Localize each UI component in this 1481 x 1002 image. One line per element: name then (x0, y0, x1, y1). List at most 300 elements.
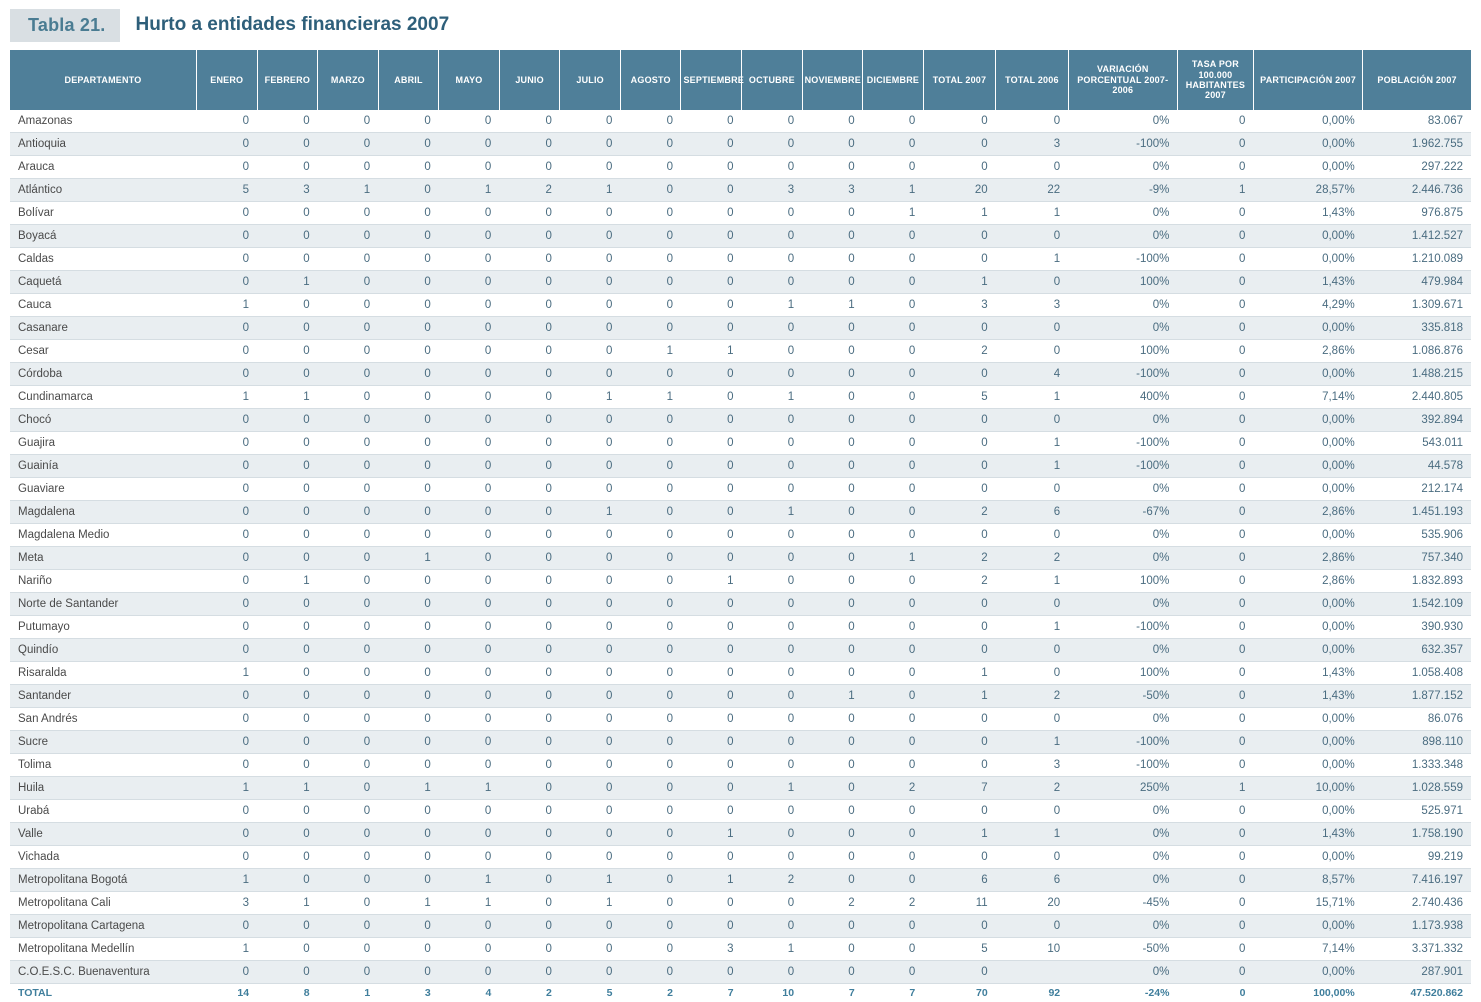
row-department: C.O.E.S.C. Buenaventura (10, 961, 196, 984)
row-cell-18: 479.984 (1363, 271, 1471, 294)
row-cell-17: 0,00% (1253, 478, 1362, 501)
table-row (10, 547, 1471, 570)
row-cell-2: 1 (257, 570, 318, 593)
row-cell-11: 0 (802, 363, 863, 386)
row-cell-10: 0 (742, 662, 803, 685)
row-cell-13: 1 (923, 271, 995, 294)
row-cell-11: 0 (802, 455, 863, 478)
row-cell-2: 0 (257, 340, 318, 363)
row-cell-15: 0% (1068, 524, 1177, 547)
row-cell-6: 0 (499, 754, 560, 777)
row-cell-16: 0 (1177, 846, 1253, 869)
row-cell-13: 0 (923, 616, 995, 639)
row-cell-8: 0 (620, 777, 681, 800)
total-cell-7: 5 (560, 984, 621, 1002)
row-cell-17: 4,29% (1253, 294, 1362, 317)
row-cell-8: 0 (620, 662, 681, 685)
table-row (10, 524, 1471, 547)
row-cell-2: 0 (257, 363, 318, 386)
row-cell-3: 0 (318, 317, 379, 340)
row-department: Arauca (10, 156, 196, 179)
row-cell-17: 0,00% (1253, 317, 1362, 340)
table-row (10, 685, 1471, 708)
row-cell-1: 0 (196, 133, 257, 156)
row-cell-12: 0 (863, 846, 924, 869)
row-cell-18: 2.446.736 (1363, 179, 1471, 202)
row-cell-17: 8,57% (1253, 869, 1362, 892)
row-cell-9: 0 (681, 478, 742, 501)
row-cell-18: 335.818 (1363, 317, 1471, 340)
row-cell-12: 2 (863, 892, 924, 915)
row-cell-12: 1 (863, 179, 924, 202)
row-cell-5: 0 (439, 478, 500, 501)
row-cell-8: 0 (620, 294, 681, 317)
row-cell-17: 0,00% (1253, 524, 1362, 547)
row-cell-12: 0 (863, 524, 924, 547)
row-cell-4: 0 (378, 455, 439, 478)
data-table (10, 50, 1471, 1002)
table-row (10, 892, 1471, 915)
row-cell-13: 0 (923, 409, 995, 432)
row-cell-7: 0 (560, 294, 621, 317)
row-cell-16: 0 (1177, 432, 1253, 455)
row-cell-9: 0 (681, 685, 742, 708)
total-label: TOTAL (10, 984, 196, 1002)
row-cell-15: -67% (1068, 501, 1177, 524)
row-cell-11: 0 (802, 570, 863, 593)
row-cell-6: 0 (499, 340, 560, 363)
table-row (10, 501, 1471, 524)
row-cell-18: 83.067 (1363, 110, 1471, 133)
row-cell-14: 1 (996, 202, 1068, 225)
row-cell-17: 0,00% (1253, 133, 1362, 156)
row-cell-16: 0 (1177, 938, 1253, 961)
row-cell-13: 0 (923, 225, 995, 248)
row-cell-16: 0 (1177, 386, 1253, 409)
row-cell-15: -100% (1068, 363, 1177, 386)
row-cell-12: 0 (863, 501, 924, 524)
row-department: Risaralda (10, 662, 196, 685)
row-cell-6: 0 (499, 846, 560, 869)
row-cell-12: 0 (863, 225, 924, 248)
row-cell-4: 0 (378, 869, 439, 892)
row-cell-9: 0 (681, 386, 742, 409)
row-cell-18: 543.011 (1363, 432, 1471, 455)
table-row (10, 340, 1471, 363)
page-title: Hurto a entidades financieras 2007 (120, 14, 450, 36)
row-cell-16: 0 (1177, 593, 1253, 616)
row-cell-3: 0 (318, 961, 379, 984)
row-cell-5: 0 (439, 363, 500, 386)
row-cell-11: 0 (802, 800, 863, 823)
row-cell-8: 0 (620, 455, 681, 478)
row-cell-5: 0 (439, 340, 500, 363)
row-cell-9: 0 (681, 271, 742, 294)
row-cell-4: 0 (378, 202, 439, 225)
row-cell-18: 757.340 (1363, 547, 1471, 570)
row-department: Guaviare (10, 478, 196, 501)
row-cell-7: 0 (560, 248, 621, 271)
row-cell-5: 0 (439, 639, 500, 662)
row-cell-17: 0,00% (1253, 616, 1362, 639)
row-cell-8: 0 (620, 524, 681, 547)
row-cell-2: 0 (257, 248, 318, 271)
row-cell-14: 1 (996, 731, 1068, 754)
row-cell-2: 0 (257, 662, 318, 685)
row-cell-18: 1.333.348 (1363, 754, 1471, 777)
row-cell-7: 1 (560, 501, 621, 524)
row-cell-10: 0 (742, 455, 803, 478)
row-department: Metropolitana Medellín (10, 938, 196, 961)
row-cell-4: 0 (378, 800, 439, 823)
row-cell-1: 0 (196, 524, 257, 547)
row-cell-9: 0 (681, 179, 742, 202)
total-cell-9: 7 (681, 984, 742, 1002)
row-cell-6: 0 (499, 869, 560, 892)
row-cell-13: 0 (923, 133, 995, 156)
row-cell-15: 0% (1068, 961, 1177, 984)
row-cell-17: 0,00% (1253, 639, 1362, 662)
row-cell-11: 0 (802, 248, 863, 271)
row-cell-13: 0 (923, 432, 995, 455)
row-cell-15: 100% (1068, 340, 1177, 363)
row-cell-7: 0 (560, 593, 621, 616)
row-cell-17: 10,00% (1253, 777, 1362, 800)
row-cell-7: 1 (560, 179, 621, 202)
row-cell-14: 22 (996, 179, 1068, 202)
row-cell-11: 0 (802, 110, 863, 133)
row-cell-15: 250% (1068, 777, 1177, 800)
row-cell-15: 0% (1068, 639, 1177, 662)
row-cell-1: 0 (196, 708, 257, 731)
row-cell-8: 0 (620, 501, 681, 524)
row-cell-15: 100% (1068, 271, 1177, 294)
row-cell-5: 0 (439, 846, 500, 869)
column-header-11: NOVIEMBRE (802, 50, 863, 110)
row-cell-6: 0 (499, 570, 560, 593)
row-cell-13: 0 (923, 156, 995, 179)
row-cell-17: 1,43% (1253, 202, 1362, 225)
row-cell-1: 0 (196, 961, 257, 984)
row-cell-13: 2 (923, 570, 995, 593)
row-cell-11: 0 (802, 432, 863, 455)
row-cell-6: 0 (499, 455, 560, 478)
row-cell-1: 0 (196, 340, 257, 363)
row-cell-10: 1 (742, 938, 803, 961)
row-cell-8: 0 (620, 156, 681, 179)
row-cell-12: 0 (863, 685, 924, 708)
row-cell-2: 0 (257, 800, 318, 823)
row-cell-4: 0 (378, 409, 439, 432)
table-footer (10, 984, 1471, 1002)
row-cell-7: 0 (560, 110, 621, 133)
row-cell-14: 1 (996, 616, 1068, 639)
row-cell-7: 0 (560, 616, 621, 639)
table-row (10, 363, 1471, 386)
row-department: Urabá (10, 800, 196, 823)
row-cell-2: 1 (257, 386, 318, 409)
row-cell-17: 1,43% (1253, 662, 1362, 685)
row-cell-16: 0 (1177, 248, 1253, 271)
row-cell-17: 2,86% (1253, 501, 1362, 524)
row-cell-10: 0 (742, 248, 803, 271)
row-cell-2: 0 (257, 593, 318, 616)
table-header (10, 50, 1471, 110)
row-cell-13: 0 (923, 317, 995, 340)
row-department: Córdoba (10, 363, 196, 386)
row-cell-12: 0 (863, 823, 924, 846)
total-row (10, 984, 1471, 1002)
row-cell-18: 1.210.089 (1363, 248, 1471, 271)
row-cell-12: 0 (863, 271, 924, 294)
row-cell-13: 0 (923, 110, 995, 133)
row-department: Guajira (10, 432, 196, 455)
row-cell-4: 0 (378, 133, 439, 156)
row-cell-18: 1.028.559 (1363, 777, 1471, 800)
row-department: Metropolitana Bogotá (10, 869, 196, 892)
column-header-5: MAYO (439, 50, 500, 110)
row-cell-9: 0 (681, 409, 742, 432)
row-cell-10: 0 (742, 133, 803, 156)
row-cell-9: 0 (681, 961, 742, 984)
row-cell-18: 1.173.938 (1363, 915, 1471, 938)
row-cell-16: 0 (1177, 271, 1253, 294)
row-cell-6: 0 (499, 478, 560, 501)
row-cell-4: 0 (378, 938, 439, 961)
row-cell-13: 6 (923, 869, 995, 892)
row-cell-14: 0 (996, 317, 1068, 340)
row-cell-1: 1 (196, 294, 257, 317)
row-cell-7: 0 (560, 754, 621, 777)
row-cell-13: 0 (923, 524, 995, 547)
row-cell-10: 1 (742, 501, 803, 524)
row-cell-7: 0 (560, 202, 621, 225)
row-cell-10: 0 (742, 317, 803, 340)
row-cell-1: 0 (196, 110, 257, 133)
row-department: Guainía (10, 455, 196, 478)
row-cell-9: 0 (681, 133, 742, 156)
row-cell-2: 0 (257, 294, 318, 317)
row-cell-6: 0 (499, 202, 560, 225)
row-cell-3: 0 (318, 478, 379, 501)
row-cell-8: 0 (620, 179, 681, 202)
row-cell-2: 0 (257, 547, 318, 570)
row-cell-2: 0 (257, 317, 318, 340)
row-cell-4: 0 (378, 662, 439, 685)
row-cell-4: 0 (378, 961, 439, 984)
row-cell-3: 0 (318, 248, 379, 271)
row-cell-8: 0 (620, 432, 681, 455)
row-department: Cundinamarca (10, 386, 196, 409)
row-cell-18: 525.971 (1363, 800, 1471, 823)
row-cell-9: 0 (681, 639, 742, 662)
row-cell-12: 0 (863, 731, 924, 754)
total-cell-5: 4 (439, 984, 500, 1002)
row-cell-1: 0 (196, 685, 257, 708)
row-cell-9: 0 (681, 593, 742, 616)
row-cell-8: 0 (620, 478, 681, 501)
total-cell-8: 2 (620, 984, 681, 1002)
total-cell-12: 7 (863, 984, 924, 1002)
row-cell-7: 1 (560, 386, 621, 409)
row-cell-13: 3 (923, 294, 995, 317)
row-cell-5: 0 (439, 524, 500, 547)
row-cell-7: 0 (560, 340, 621, 363)
row-cell-10: 0 (742, 708, 803, 731)
row-cell-12: 0 (863, 386, 924, 409)
row-cell-4: 0 (378, 478, 439, 501)
row-cell-18: 212.174 (1363, 478, 1471, 501)
row-cell-15: -45% (1068, 892, 1177, 915)
row-cell-4: 1 (378, 547, 439, 570)
column-header-10: OCTUBRE (742, 50, 803, 110)
row-cell-14: 0 (996, 915, 1068, 938)
row-cell-3: 0 (318, 294, 379, 317)
row-cell-11: 0 (802, 869, 863, 892)
row-department: Magdalena (10, 501, 196, 524)
row-cell-12: 1 (863, 547, 924, 570)
row-cell-12: 0 (863, 616, 924, 639)
total-cell-3: 1 (318, 984, 379, 1002)
column-header-16: TASA POR 100.000 HABITANTES 2007 (1177, 50, 1253, 110)
row-cell-4: 0 (378, 156, 439, 179)
row-cell-8: 0 (620, 731, 681, 754)
row-cell-11: 0 (802, 409, 863, 432)
column-header-12: DICIEMBRE (863, 50, 924, 110)
row-cell-2: 0 (257, 754, 318, 777)
row-cell-5: 0 (439, 501, 500, 524)
row-cell-2: 0 (257, 616, 318, 639)
row-department: Chocó (10, 409, 196, 432)
row-cell-1: 0 (196, 432, 257, 455)
row-cell-13: 7 (923, 777, 995, 800)
row-cell-18: 1.962.755 (1363, 133, 1471, 156)
row-cell-14: 0 (996, 225, 1068, 248)
row-cell-17: 2,86% (1253, 340, 1362, 363)
row-cell-10: 0 (742, 225, 803, 248)
row-cell-5: 0 (439, 754, 500, 777)
row-cell-11: 0 (802, 225, 863, 248)
row-cell-8: 0 (620, 317, 681, 340)
column-header-6: JUNIO (499, 50, 560, 110)
table-row (10, 248, 1471, 271)
column-header-14: TOTAL 2006 (996, 50, 1068, 110)
row-cell-13: 2 (923, 501, 995, 524)
row-cell-17: 0,00% (1253, 363, 1362, 386)
row-cell-9: 0 (681, 110, 742, 133)
row-cell-14: 0 (996, 156, 1068, 179)
row-cell-17: 7,14% (1253, 938, 1362, 961)
row-cell-5: 1 (439, 777, 500, 800)
row-cell-9: 0 (681, 317, 742, 340)
row-cell-6: 0 (499, 432, 560, 455)
total-cell-15: -24% (1068, 984, 1177, 1002)
table-row (10, 823, 1471, 846)
row-cell-2: 0 (257, 524, 318, 547)
row-cell-7: 0 (560, 432, 621, 455)
row-cell-4: 0 (378, 524, 439, 547)
table-row (10, 133, 1471, 156)
row-cell-3: 0 (318, 386, 379, 409)
row-cell-11: 0 (802, 547, 863, 570)
row-department: Sucre (10, 731, 196, 754)
row-cell-18: 44.578 (1363, 455, 1471, 478)
row-cell-15: -100% (1068, 133, 1177, 156)
row-cell-14: 1 (996, 823, 1068, 846)
row-cell-3: 0 (318, 524, 379, 547)
row-cell-14: 0 (996, 800, 1068, 823)
total-cell-6: 2 (499, 984, 560, 1002)
row-cell-7: 0 (560, 225, 621, 248)
row-cell-12: 1 (863, 202, 924, 225)
row-cell-1: 0 (196, 616, 257, 639)
row-cell-13: 0 (923, 708, 995, 731)
row-cell-5: 0 (439, 156, 500, 179)
row-cell-6: 0 (499, 593, 560, 616)
row-department: Boyacá (10, 225, 196, 248)
row-department: Putumayo (10, 616, 196, 639)
row-cell-4: 0 (378, 823, 439, 846)
row-cell-13: 20 (923, 179, 995, 202)
row-cell-3: 0 (318, 685, 379, 708)
table-row (10, 754, 1471, 777)
row-cell-17: 0,00% (1253, 432, 1362, 455)
row-cell-4: 1 (378, 892, 439, 915)
row-cell-16: 0 (1177, 616, 1253, 639)
row-cell-4: 0 (378, 294, 439, 317)
table-row (10, 317, 1471, 340)
row-cell-4: 0 (378, 271, 439, 294)
row-cell-8: 0 (620, 570, 681, 593)
row-cell-8: 1 (620, 340, 681, 363)
row-cell-16: 0 (1177, 662, 1253, 685)
row-cell-7: 0 (560, 524, 621, 547)
row-cell-8: 0 (620, 202, 681, 225)
row-cell-6: 0 (499, 363, 560, 386)
row-cell-7: 0 (560, 455, 621, 478)
row-cell-1: 0 (196, 478, 257, 501)
table-title-bar (10, 8, 1471, 42)
row-cell-9: 0 (681, 248, 742, 271)
table-row (10, 386, 1471, 409)
row-cell-7: 1 (560, 892, 621, 915)
row-cell-15: 0% (1068, 409, 1177, 432)
row-cell-12: 0 (863, 478, 924, 501)
row-cell-15: 100% (1068, 662, 1177, 685)
row-cell-3: 0 (318, 225, 379, 248)
row-cell-17: 0,00% (1253, 754, 1362, 777)
row-cell-11: 3 (802, 179, 863, 202)
row-department: Norte de Santander (10, 593, 196, 616)
row-cell-17: 1,43% (1253, 823, 1362, 846)
row-cell-2: 0 (257, 432, 318, 455)
row-cell-1: 0 (196, 731, 257, 754)
row-cell-15: 0% (1068, 294, 1177, 317)
row-cell-8: 0 (620, 892, 681, 915)
row-cell-15: -100% (1068, 248, 1177, 271)
row-cell-4: 0 (378, 179, 439, 202)
row-cell-13: 0 (923, 363, 995, 386)
row-cell-9: 0 (681, 501, 742, 524)
row-cell-10: 0 (742, 823, 803, 846)
row-cell-11: 0 (802, 524, 863, 547)
row-cell-5: 0 (439, 317, 500, 340)
row-cell-17: 0,00% (1253, 248, 1362, 271)
row-cell-15: -100% (1068, 616, 1177, 639)
row-cell-10: 1 (742, 294, 803, 317)
row-cell-5: 0 (439, 662, 500, 685)
row-cell-18: 976.875 (1363, 202, 1471, 225)
